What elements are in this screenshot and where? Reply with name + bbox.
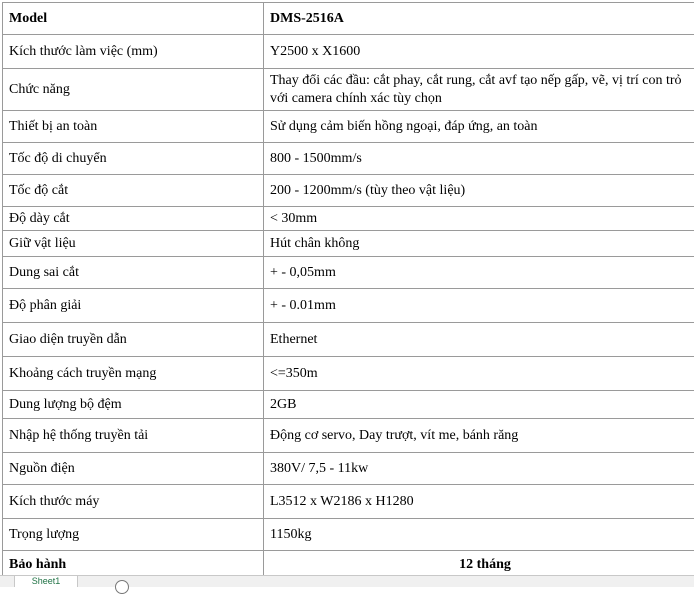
row-label-cell[interactable]: Thiết bị an toàn xyxy=(3,111,264,143)
row-label-cell[interactable]: Dung lượng bộ đệm xyxy=(3,391,264,419)
sheet-tab-bar xyxy=(0,575,694,587)
table-row xyxy=(3,207,694,231)
table-row xyxy=(3,111,694,143)
table-row xyxy=(3,231,694,257)
row-label-cell[interactable]: Trọng lượng xyxy=(3,519,264,551)
table-row xyxy=(3,289,694,323)
row-label-cell[interactable]: Kích thước máy xyxy=(3,485,264,519)
row-value-cell[interactable]: Hút chân không xyxy=(264,231,694,257)
row-label-cell[interactable]: Chức năng xyxy=(3,69,264,111)
row-value-cell[interactable]: 1150kg xyxy=(264,519,694,551)
row-value-cell[interactable]: Sử dụng cảm biến hồng ngoại, đáp ứng, an toàn xyxy=(264,111,694,143)
table-row xyxy=(3,35,694,69)
row-value-cell[interactable]: Ethernet xyxy=(264,323,694,357)
row-label-cell[interactable]: Tốc độ cắt xyxy=(3,175,264,207)
table-row xyxy=(3,69,694,111)
table-row xyxy=(3,357,694,391)
row-value-cell[interactable]: 380V/ 7,5 - 11kw xyxy=(264,453,694,485)
row-value-cell[interactable]: Thay đổi các đầu: cắt phay, cắt rung, cắt avf tạo nếp gấp, vẽ, vị trí con trỏ với camera chính xác tùy chọn xyxy=(264,69,694,111)
row-value-cell[interactable]: 2GB xyxy=(264,391,694,419)
table-header-row xyxy=(3,3,694,35)
spec-table xyxy=(2,2,694,579)
row-value-cell[interactable]: 800 - 1500mm/s xyxy=(264,143,694,175)
add-sheet-icon[interactable] xyxy=(115,580,129,594)
row-label-cell[interactable]: Giao diện truyền dẫn xyxy=(3,323,264,357)
table-row xyxy=(3,143,694,175)
row-value-cell[interactable]: + - 0.01mm xyxy=(264,289,694,323)
row-value-cell[interactable]: 200 - 1200mm/s (tùy theo vật liệu) xyxy=(264,175,694,207)
header-label-cell[interactable]: Model xyxy=(3,3,264,35)
row-label-cell[interactable]: Khoảng cách truyền mạng xyxy=(3,357,264,391)
row-value-cell[interactable]: Động cơ servo, Day trượt, vít me, bánh răng xyxy=(264,419,694,453)
footer-label-cell[interactable]: Bảo hành xyxy=(3,551,264,579)
row-value-cell[interactable]: <=350m xyxy=(264,357,694,391)
table-row xyxy=(3,519,694,551)
row-label-cell[interactable]: Tốc độ di chuyển xyxy=(3,143,264,175)
row-value-cell[interactable]: Y2500 x X1600 xyxy=(264,35,694,69)
table-row xyxy=(3,257,694,289)
row-label-cell[interactable]: Giữ vật liệu xyxy=(3,231,264,257)
table-row xyxy=(3,391,694,419)
row-label-cell[interactable]: Dung sai cắt xyxy=(3,257,264,289)
row-value-cell[interactable]: < 30mm xyxy=(264,207,694,231)
table-row xyxy=(3,323,694,357)
table-row xyxy=(3,453,694,485)
row-value-cell[interactable]: L3512 x W2186 x H1280 xyxy=(264,485,694,519)
table-row xyxy=(3,419,694,453)
row-label-cell[interactable]: Kích thước làm việc (mm) xyxy=(3,35,264,69)
header-value-cell[interactable]: DMS-2516A xyxy=(264,3,694,35)
row-label-cell[interactable]: Nhập hệ thống truyền tải xyxy=(3,419,264,453)
row-label-cell[interactable]: Độ phân giải xyxy=(3,289,264,323)
row-value-cell[interactable]: + - 0,05mm xyxy=(264,257,694,289)
sheet-tab[interactable]: Sheet1 xyxy=(14,576,78,587)
row-label-cell[interactable]: Nguồn điện xyxy=(3,453,264,485)
footer-value-cell[interactable]: 12 tháng xyxy=(264,551,694,579)
table-row xyxy=(3,485,694,519)
table-row xyxy=(3,175,694,207)
row-label-cell[interactable]: Độ dày cắt xyxy=(3,207,264,231)
